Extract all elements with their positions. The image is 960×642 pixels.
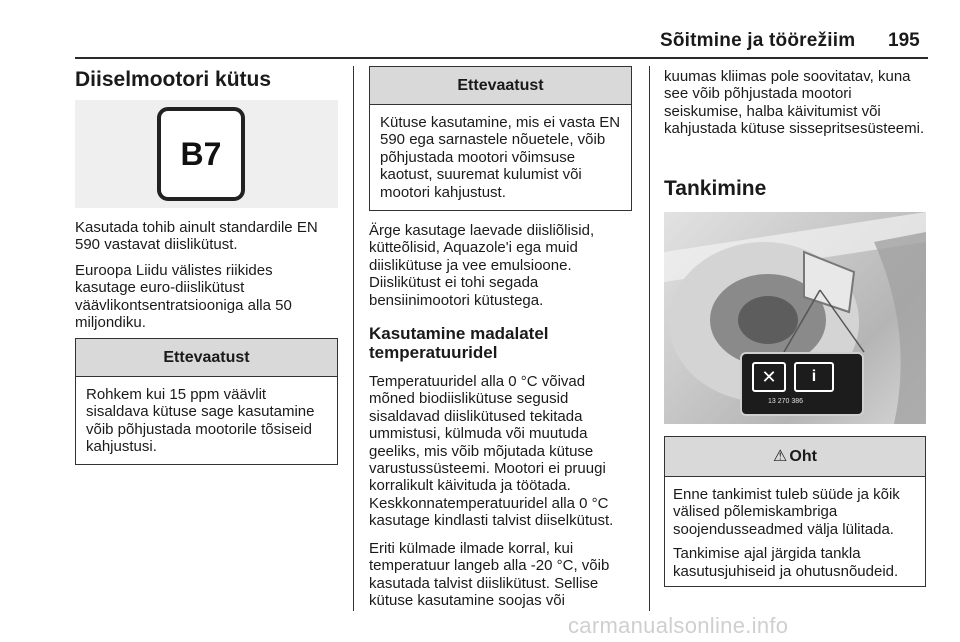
subheading-low-temperature: Kasutamine madalatel temperatuuridel [369, 324, 549, 362]
fuel-flap-photo [664, 212, 926, 424]
no-petrol-icon: ✕ [752, 362, 786, 392]
section-heading-diesel: Diiselmootori kütus [75, 68, 272, 91]
column-divider-1 [353, 66, 354, 611]
caution-box-text: Rohkem kui 15 ppm väävlit sisaldava kütuse sage kasutamine võib põhjustada mootorile tõsiseid kahjustusi. [86, 386, 315, 456]
column-divider-2 [649, 66, 650, 611]
header-rule [75, 57, 928, 59]
paragraph-en590: Kasutada tohib ainult standardile EN 590 vastavat diislikütust. [75, 219, 318, 254]
paragraph-biodiesel: Temperatuuridel alla 0 °C võivad mõned biodiislikütuse segusid sisaldavad diislikütused tekitada ummistusi, külmuda või muutuda geeliks, mis võib mõjutada kütuse varustussüsteemi. Mootori ei pruugi korralikult käivituda ja töötada. Keskkonnatemperatuuridel alla 0 °C kasutage kindlasti talvist diiselkütust. [369, 373, 614, 530]
caution-box-text: Kütuse kasutamine, mis ei vasta EN 590 ega sarnastele nõuetele, võib põhjustada mootori võimsuse kaotust, suuremat kulumist või mootori kahjustust. [380, 114, 621, 201]
paragraph-non-eu: Euroopa Liidu välistes riikides kasutage euro-diislikütust väävlikontsentratsiooniga alla 50 miljondiku. [75, 262, 292, 332]
danger-box-header [665, 437, 925, 477]
caution-box-en590 [369, 66, 632, 211]
warning-triangle-icon: ⚠ [773, 448, 788, 465]
caution-box-sulfur [75, 338, 338, 465]
page-header-title: Sõitmine ja töörežiim [660, 30, 856, 51]
paragraph-hot-climate: kuumas kliimas pole soovitatav, kuna see võib põhjustada mootori seiskumise, halba käivitumist või kahjustada kütuse sissepritsesüsteemi. [664, 68, 925, 138]
danger-box-text-station: Tankimise ajal järgida tankla kasutusjuhiseid ja ohutusnõudeid. [673, 545, 899, 580]
paragraph-extreme-cold: Eriti külmade ilmade korral, kui temperatuur langeb alla -20 °C, võib kasutada talvist diislikütust. Sellise kütuse kasutamine soojas või [369, 540, 610, 610]
watermark: carmanualsonline.info [568, 613, 789, 638]
danger-box-text-ignition: Enne tankimist tuleb süüde ja kõik välised põlemiskambriga soojendusseadmed välja lülitada. [673, 486, 900, 538]
fuel-warning-label [740, 352, 864, 416]
label-code: 13 270 386 [768, 398, 804, 405]
b7-label-text: B7 [180, 135, 222, 172]
b7-label-figure [75, 100, 338, 208]
b7-fuel-icon [157, 107, 245, 201]
paragraph-marine-oils: Ärge kasutage laevade diisliõlisid, kütteõlisid, Aquazole'i ega muid diislikütuse ja vee emulsioone. Diislikütust ei tohi segada bensiinimootori kütustega. [369, 222, 595, 309]
danger-box-refuelling [664, 436, 926, 587]
caution-box-title: Ettevaatust [76, 339, 337, 377]
manual-book-icon: i [794, 362, 834, 392]
caution-box-title: Ettevaatust [370, 67, 631, 105]
danger-box-title: Oht [789, 448, 817, 465]
section-heading-refuelling: Tankimine [664, 177, 767, 200]
page-number: 195 [888, 30, 920, 51]
